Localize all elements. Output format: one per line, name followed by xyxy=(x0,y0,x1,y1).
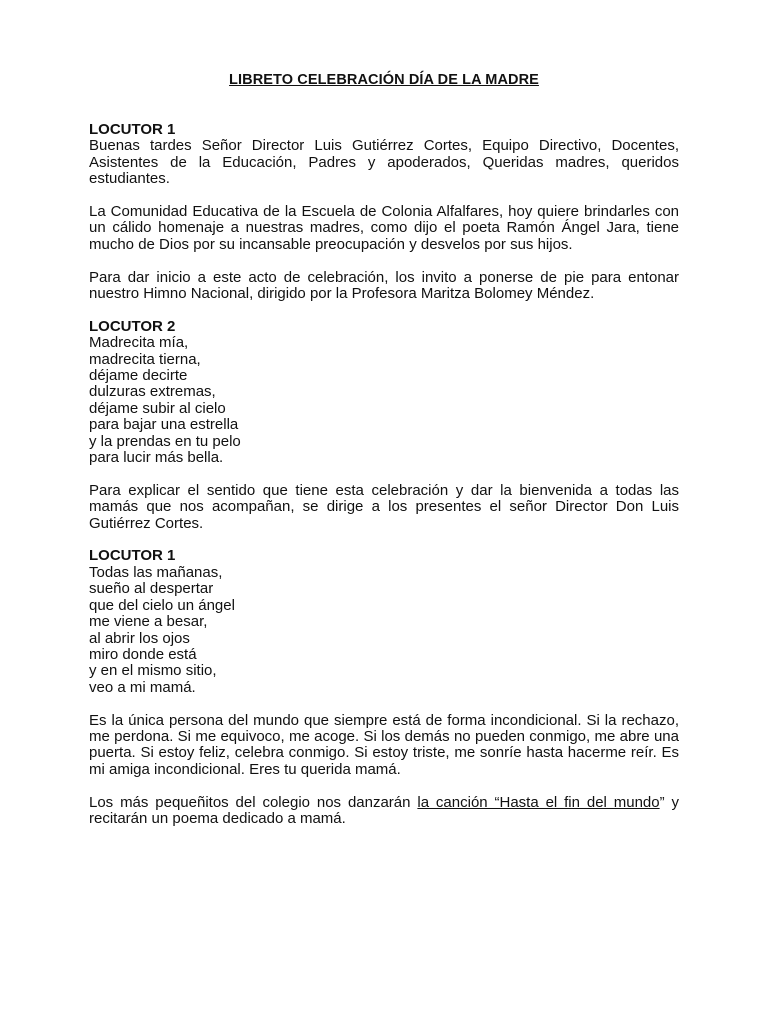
poem-line: Todas las mañanas, xyxy=(89,563,223,581)
poem-line: déjame subir al cielo xyxy=(89,399,226,417)
poem-line: madrecita tierna, xyxy=(89,350,201,368)
poem xyxy=(89,335,679,466)
paragraph: La Comunidad Educativa de la Escuela de Colonia Alfalfares, hoy quiere brindarles con un cálido homenaje a nuestras madres, como dijo el poeta Ramón Ángel Jara, tiene mucho de Dios por su incansable preocupación y desvelos por sus hijos. xyxy=(89,203,679,253)
poem-line: dulzuras extremas, xyxy=(89,383,216,401)
poem-line: y la prendas en tu pelo xyxy=(89,432,241,450)
poem-line: veo a mi mamá. xyxy=(89,678,196,696)
paragraph: Es la única persona del mundo que siempre está de forma incondicional. Si la rechazo, me perdona. Si me equivoco, me acoge. Si los demás no pueden conmigo, me abre una puerta. Si estoy feliz, celebra conmigo. Si estoy triste, me sonríe hasta hacerme reír. Es mi amiga incondicional. Eres tu querida mamá. xyxy=(89,711,679,778)
poem xyxy=(89,565,679,696)
paragraph-text: Los más pequeñitos del colegio nos danzarán xyxy=(89,793,418,811)
speaker-label: LOCUTOR 1 xyxy=(89,547,176,565)
poem-line: sueño al despertar xyxy=(89,580,214,598)
document-body xyxy=(89,122,679,844)
section-locutor-2 xyxy=(89,319,679,532)
poem-line: para bajar una estrella xyxy=(89,416,239,434)
poem-line: para lucir más bella. xyxy=(89,449,224,467)
paragraph: Buenas tardes Señor Director Luis Gutiérrez Cortes, Equipo Directivo, Docentes, Asistentes de la Educación, Padres y apoderados, Queridas madres, queridos estudiantes. xyxy=(89,137,679,188)
poem-line: y en el mismo sitio, xyxy=(89,662,217,680)
paragraph-dance xyxy=(89,795,679,828)
poem-line: que del cielo un ángel xyxy=(89,596,235,614)
poem-line: al abrir los ojos xyxy=(89,629,190,647)
song-title-underlined: la canción “Hasta el fin del mundo xyxy=(417,793,660,811)
section-locutor-1 xyxy=(89,122,679,302)
poem-line: me viene a besar, xyxy=(89,613,208,631)
section-locutor-1-second xyxy=(89,548,679,827)
speaker-label: LOCUTOR 2 xyxy=(89,317,176,335)
paragraph: Para dar inicio a este acto de celebración, los invito a ponerse de pie para entonar nuestro Himno Nacional, dirigido por la Profesora Maritza Bolomey Méndez. xyxy=(89,268,679,303)
document-title: LIBRETO CELEBRACIÓN DÍA DE LA MADRE xyxy=(229,72,539,88)
poem-line: Madrecita mía, xyxy=(89,334,189,352)
poem-line: miro donde está xyxy=(89,645,197,663)
paragraph-text: ” y recitarán un poema dedicado a mamá. xyxy=(89,793,680,827)
paragraph: Para explicar el sentido que tiene esta celebración y dar la bienvenida a todas las mamás que nos acompañan, se dirige a los presentes el señor Director Don Luis Gutiérrez Cortes. xyxy=(89,481,679,532)
speaker-label: LOCUTOR 1 xyxy=(89,121,176,138)
poem-line: déjame decirte xyxy=(89,367,188,385)
